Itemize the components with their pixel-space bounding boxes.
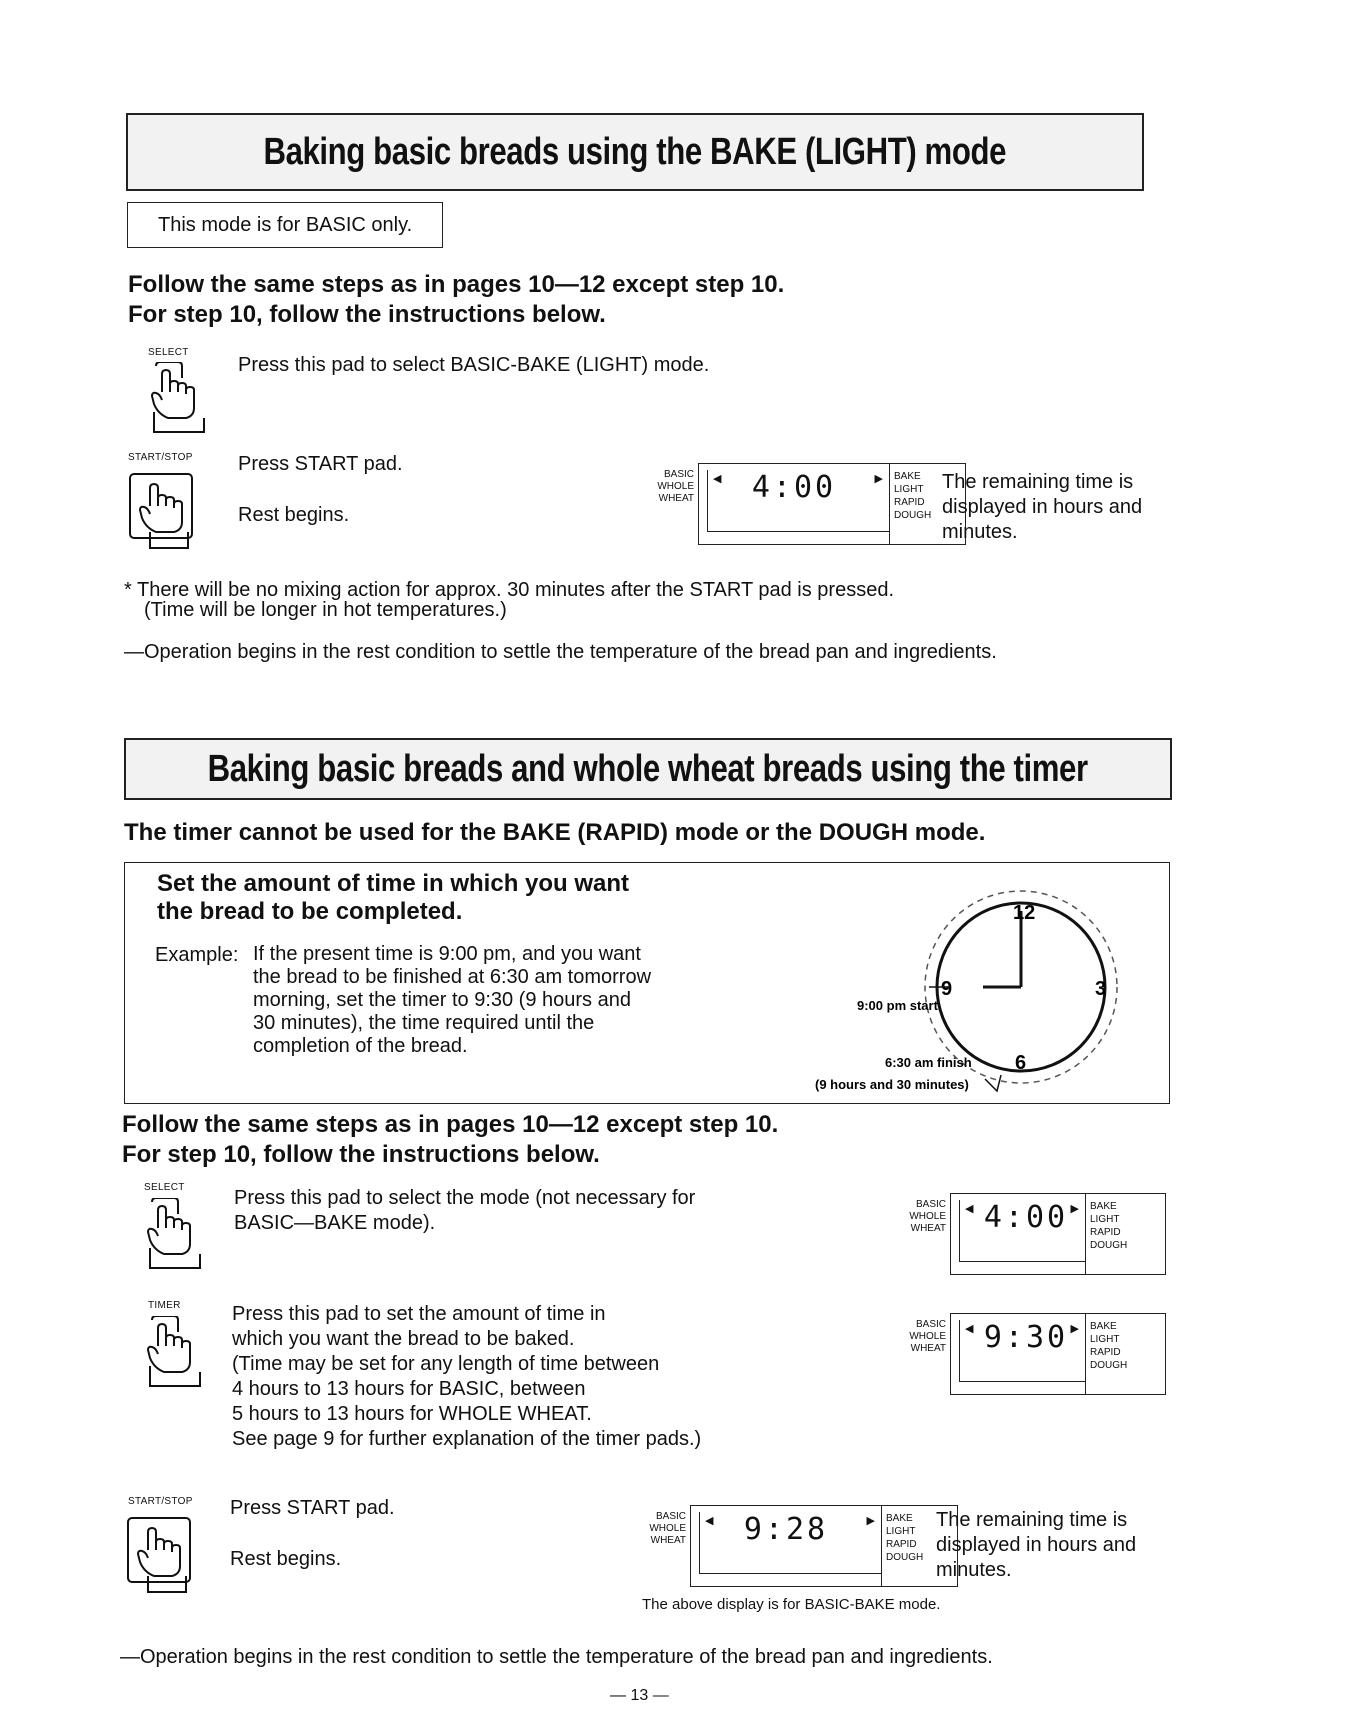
- section2-title: Baking basic breads and whole wheat breads using the timer: [207, 747, 1089, 790]
- select-pad-icon[interactable]: [148, 362, 218, 439]
- press-finger-icon: [148, 362, 218, 434]
- section1-intro-line1: Follow the same steps as in pages 10—12 except step 10.: [128, 271, 785, 298]
- right-arrow-icon: ▶: [1070, 1323, 1079, 1335]
- start-stop-pad-icon-2[interactable]: [126, 1512, 206, 1599]
- lcd-time: 4:00: [751, 470, 837, 505]
- start-stop-pad-label: START/STOP: [128, 452, 193, 463]
- lcd-label-wheat: WHEAT: [658, 493, 694, 504]
- clock-diagram: [765, 871, 1165, 1099]
- press-finger-icon: [128, 468, 208, 550]
- section1-start-text2: Rest begins.: [238, 504, 350, 526]
- section2-select-text: Press this pad to select the mode (not necessary for BASIC—BAKE mode).: [234, 1187, 696, 1234]
- start-stop-pad-label-2: START/STOP: [128, 1496, 193, 1507]
- section2-intro-line1: Follow the same steps as in pages 10—12 except step 10.: [122, 1111, 779, 1138]
- basic-only-note: This mode is for BASIC only.: [127, 202, 443, 248]
- section1-select-text: Press this pad to select BASIC-BAKE (LIGHT) mode.: [238, 354, 710, 376]
- left-arrow-icon: ◀: [965, 1203, 974, 1215]
- lcd-display-timer: BASIC WHOLE WHEAT ◀ 9:30 ▶ BAKE LIGHT RAPID DOUGH: [898, 1313, 1218, 1399]
- section1-banner: [126, 113, 1144, 191]
- lcd-label-light: LIGHT: [894, 484, 924, 495]
- clock-num-9: 9: [941, 978, 953, 1000]
- lcd-label-dough: DOUGH: [894, 510, 932, 521]
- timer-example-box: [124, 862, 1170, 1104]
- display-caption: The above display is for BASIC-BAKE mode.: [642, 1596, 941, 1613]
- example-heading1: Set the amount of time in which you want: [157, 870, 630, 897]
- left-arrow-icon: ◀: [965, 1323, 974, 1335]
- start-stop-pad-icon[interactable]: [128, 468, 208, 555]
- section2-start-text1: Press START pad.: [230, 1497, 395, 1519]
- page-number: — 13 —: [610, 1687, 669, 1704]
- timer-warning: The timer cannot be used for the BAKE (RAPID) mode or the DOUGH mode.: [124, 819, 986, 846]
- left-arrow-icon: ◀: [713, 473, 722, 485]
- section1-remaining-note: The remaining time is displayed in hours and minutes.: [942, 471, 1143, 543]
- example-heading2: the bread to be completed.: [157, 898, 463, 925]
- section1-footnote2: (Time will be longer in hot temperatures.): [144, 599, 507, 621]
- lcd-label-bake: BAKE: [894, 471, 921, 482]
- example-text: If the present time is 9:00 pm, and you want the bread to be finished at 6:30 am tomorrow morning, set the timer to 9:30 (9 hours and 30 minutes), the time required until the completion of the bread.: [253, 943, 652, 1057]
- press-finger-icon: [144, 1316, 214, 1388]
- lcd-time: 9:30: [983, 1320, 1069, 1355]
- section2-operation-note: —Operation begins in the rest condition to settle the temperature of the bread pan and ingredients.: [120, 1646, 993, 1668]
- section2-intro-line2: For step 10, follow the instructions below.: [122, 1141, 600, 1168]
- lcd-label-whole: WHOLE: [657, 481, 694, 492]
- section2-remaining-note: The remaining time is displayed in hours and minutes.: [936, 1509, 1137, 1581]
- section1-title: Baking basic breads using the BAKE (LIGHT) mode: [263, 130, 1007, 173]
- lcd-time: 9:28: [743, 1512, 829, 1547]
- section2-timer-text: Press this pad to set the amount of time in which you want the bread to be baked. (Time may be set for any length of time between 4 hours to 13 hours for BASIC, between 5 hours to 13 hours for WHOLE WHEAT. See page 9 for further explanation of the timer pads.): [232, 1303, 702, 1450]
- clock-num-6: 6: [1015, 1052, 1027, 1074]
- clock-start-label: 9:00 pm start: [857, 998, 938, 1013]
- right-arrow-icon: ▶: [866, 1515, 875, 1527]
- press-finger-icon: [144, 1198, 214, 1270]
- select-pad-label: SELECT: [148, 347, 189, 358]
- clock-duration-label: (9 hours and 30 minutes): [815, 1077, 969, 1092]
- lcd-label-rapid: RAPID: [894, 497, 925, 508]
- right-arrow-icon: ▶: [1070, 1203, 1079, 1215]
- clock-num-12: 12: [1013, 902, 1036, 924]
- lcd-display-select: BASIC WHOLE WHEAT ◀ 4:00 ▶ BAKE LIGHT RAPID DOUGH: [898, 1193, 1218, 1279]
- lcd-display-start: BASIC WHOLE WHEAT ◀ 9:28 ▶ BAKE LIGHT RAPID DOUGH: [638, 1505, 958, 1591]
- lcd-time: 4:00: [983, 1200, 1069, 1235]
- select-pad-icon-2[interactable]: [144, 1198, 214, 1275]
- clock-finish-label: 6:30 am finish: [885, 1055, 972, 1070]
- clock-arrow-icon: [985, 1075, 1001, 1091]
- section2-banner: [124, 738, 1172, 800]
- lcd-display-section1: [646, 463, 966, 549]
- section1-start-text1: Press START pad.: [238, 453, 403, 475]
- left-arrow-icon: ◀: [705, 1515, 714, 1527]
- select-pad-label-2: SELECT: [144, 1182, 185, 1193]
- example-prefix: Example:: [155, 944, 239, 966]
- right-arrow-icon: ▶: [874, 473, 883, 485]
- press-finger-icon: [126, 1512, 206, 1594]
- timer-pad-label: TIMER: [148, 1300, 181, 1311]
- section2-start-text2: Rest begins.: [230, 1548, 342, 1570]
- section1-footnote1: * There will be no mixing action for approx. 30 minutes after the START pad is pressed.: [124, 579, 895, 601]
- section1-operation-note: —Operation begins in the rest condition to settle the temperature of the bread pan and ingredients.: [124, 641, 997, 663]
- timer-pad-icon[interactable]: [144, 1316, 214, 1393]
- lcd-label-basic: BASIC: [663, 469, 694, 480]
- clock-num-3: 3: [1095, 978, 1107, 1000]
- section1-intro-line2: For step 10, follow the instructions below.: [128, 301, 606, 328]
